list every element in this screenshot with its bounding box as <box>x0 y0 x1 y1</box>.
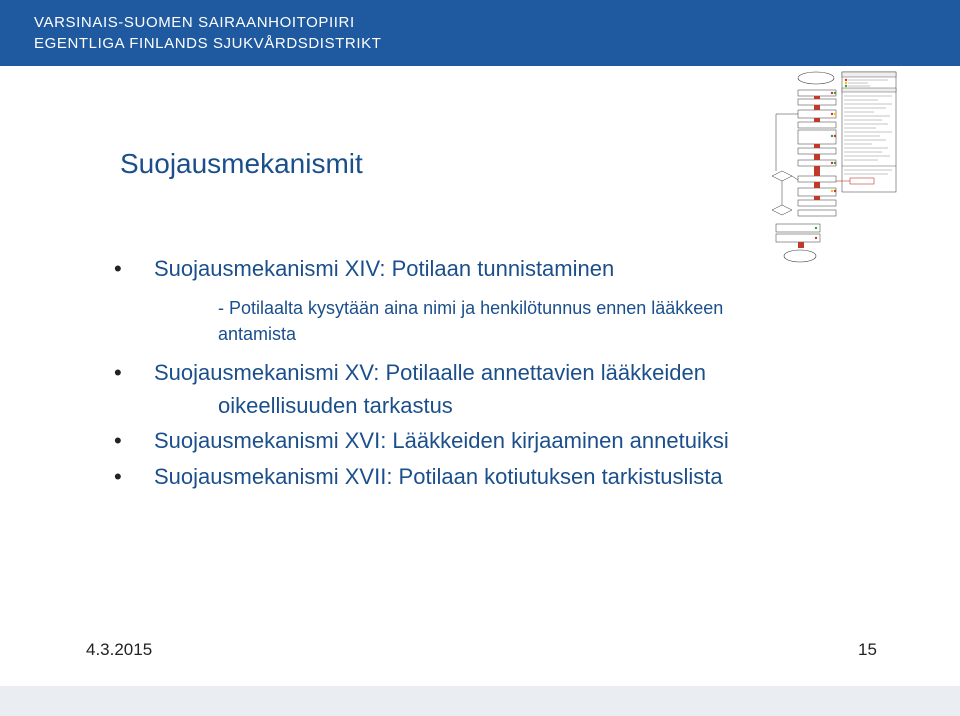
flow-box <box>798 148 836 154</box>
bullet-marker: • <box>114 360 122 385</box>
flow-box <box>798 122 836 128</box>
bullet-marker: • <box>114 464 122 489</box>
process-flowchart-thumbnail <box>758 70 958 270</box>
flow-box <box>798 160 836 166</box>
flow-box <box>798 176 836 182</box>
bullet-text: Suojausmekanismi XIV: Potilaan tunnistaminen <box>154 256 615 281</box>
flow-start-node <box>798 72 834 84</box>
sub-point-line-1: - Potilaalta kysytään aina nimi ja henkilötunnus ennen lääkkeen <box>218 298 724 318</box>
bullet-marker: • <box>114 428 122 453</box>
bullet-marker: • <box>114 256 122 281</box>
flow-process-boxes <box>776 90 836 242</box>
bullet-continuation: oikeellisuuden tarkastus <box>218 393 453 418</box>
header-band <box>0 0 960 66</box>
footer-date: 4.3.2015 <box>86 640 153 659</box>
flow-end-node <box>784 250 816 262</box>
bullet-text: Suojausmekanismi XV: Potilaalle annettavien lääkkeiden <box>154 360 706 385</box>
organization-name-finnish: VARSINAIS-SUOMEN SAIRAANHOITOPIIRI <box>34 14 355 31</box>
sub-point-line-2: antamista <box>218 324 297 344</box>
flow-box <box>798 99 836 105</box>
flow-box <box>798 130 836 144</box>
flow-decision-node <box>772 205 792 215</box>
flow-box <box>798 90 836 96</box>
flow-box <box>798 110 836 118</box>
flow-connector <box>776 114 798 205</box>
bullet-text: Suojausmekanismi XVI: Lääkkeiden kirjaaminen annetuiksi <box>154 428 729 453</box>
footer-band <box>0 686 960 716</box>
flow-decision-node <box>772 171 792 181</box>
flow-box <box>798 188 836 196</box>
flow-box <box>776 234 820 242</box>
flow-box <box>776 224 820 232</box>
bullet-text: Suojausmekanismi XVII: Potilaan kotiutuksen tarkistuslista <box>154 464 723 489</box>
slide-title: Suojausmekanismit <box>120 148 363 179</box>
flow-box <box>798 210 836 216</box>
page-number: 15 <box>858 640 877 659</box>
organization-name-swedish: EGENTLIGA FINLANDS SJUKVÅRDSDISTRIKT <box>34 35 382 52</box>
flow-box <box>798 200 836 206</box>
